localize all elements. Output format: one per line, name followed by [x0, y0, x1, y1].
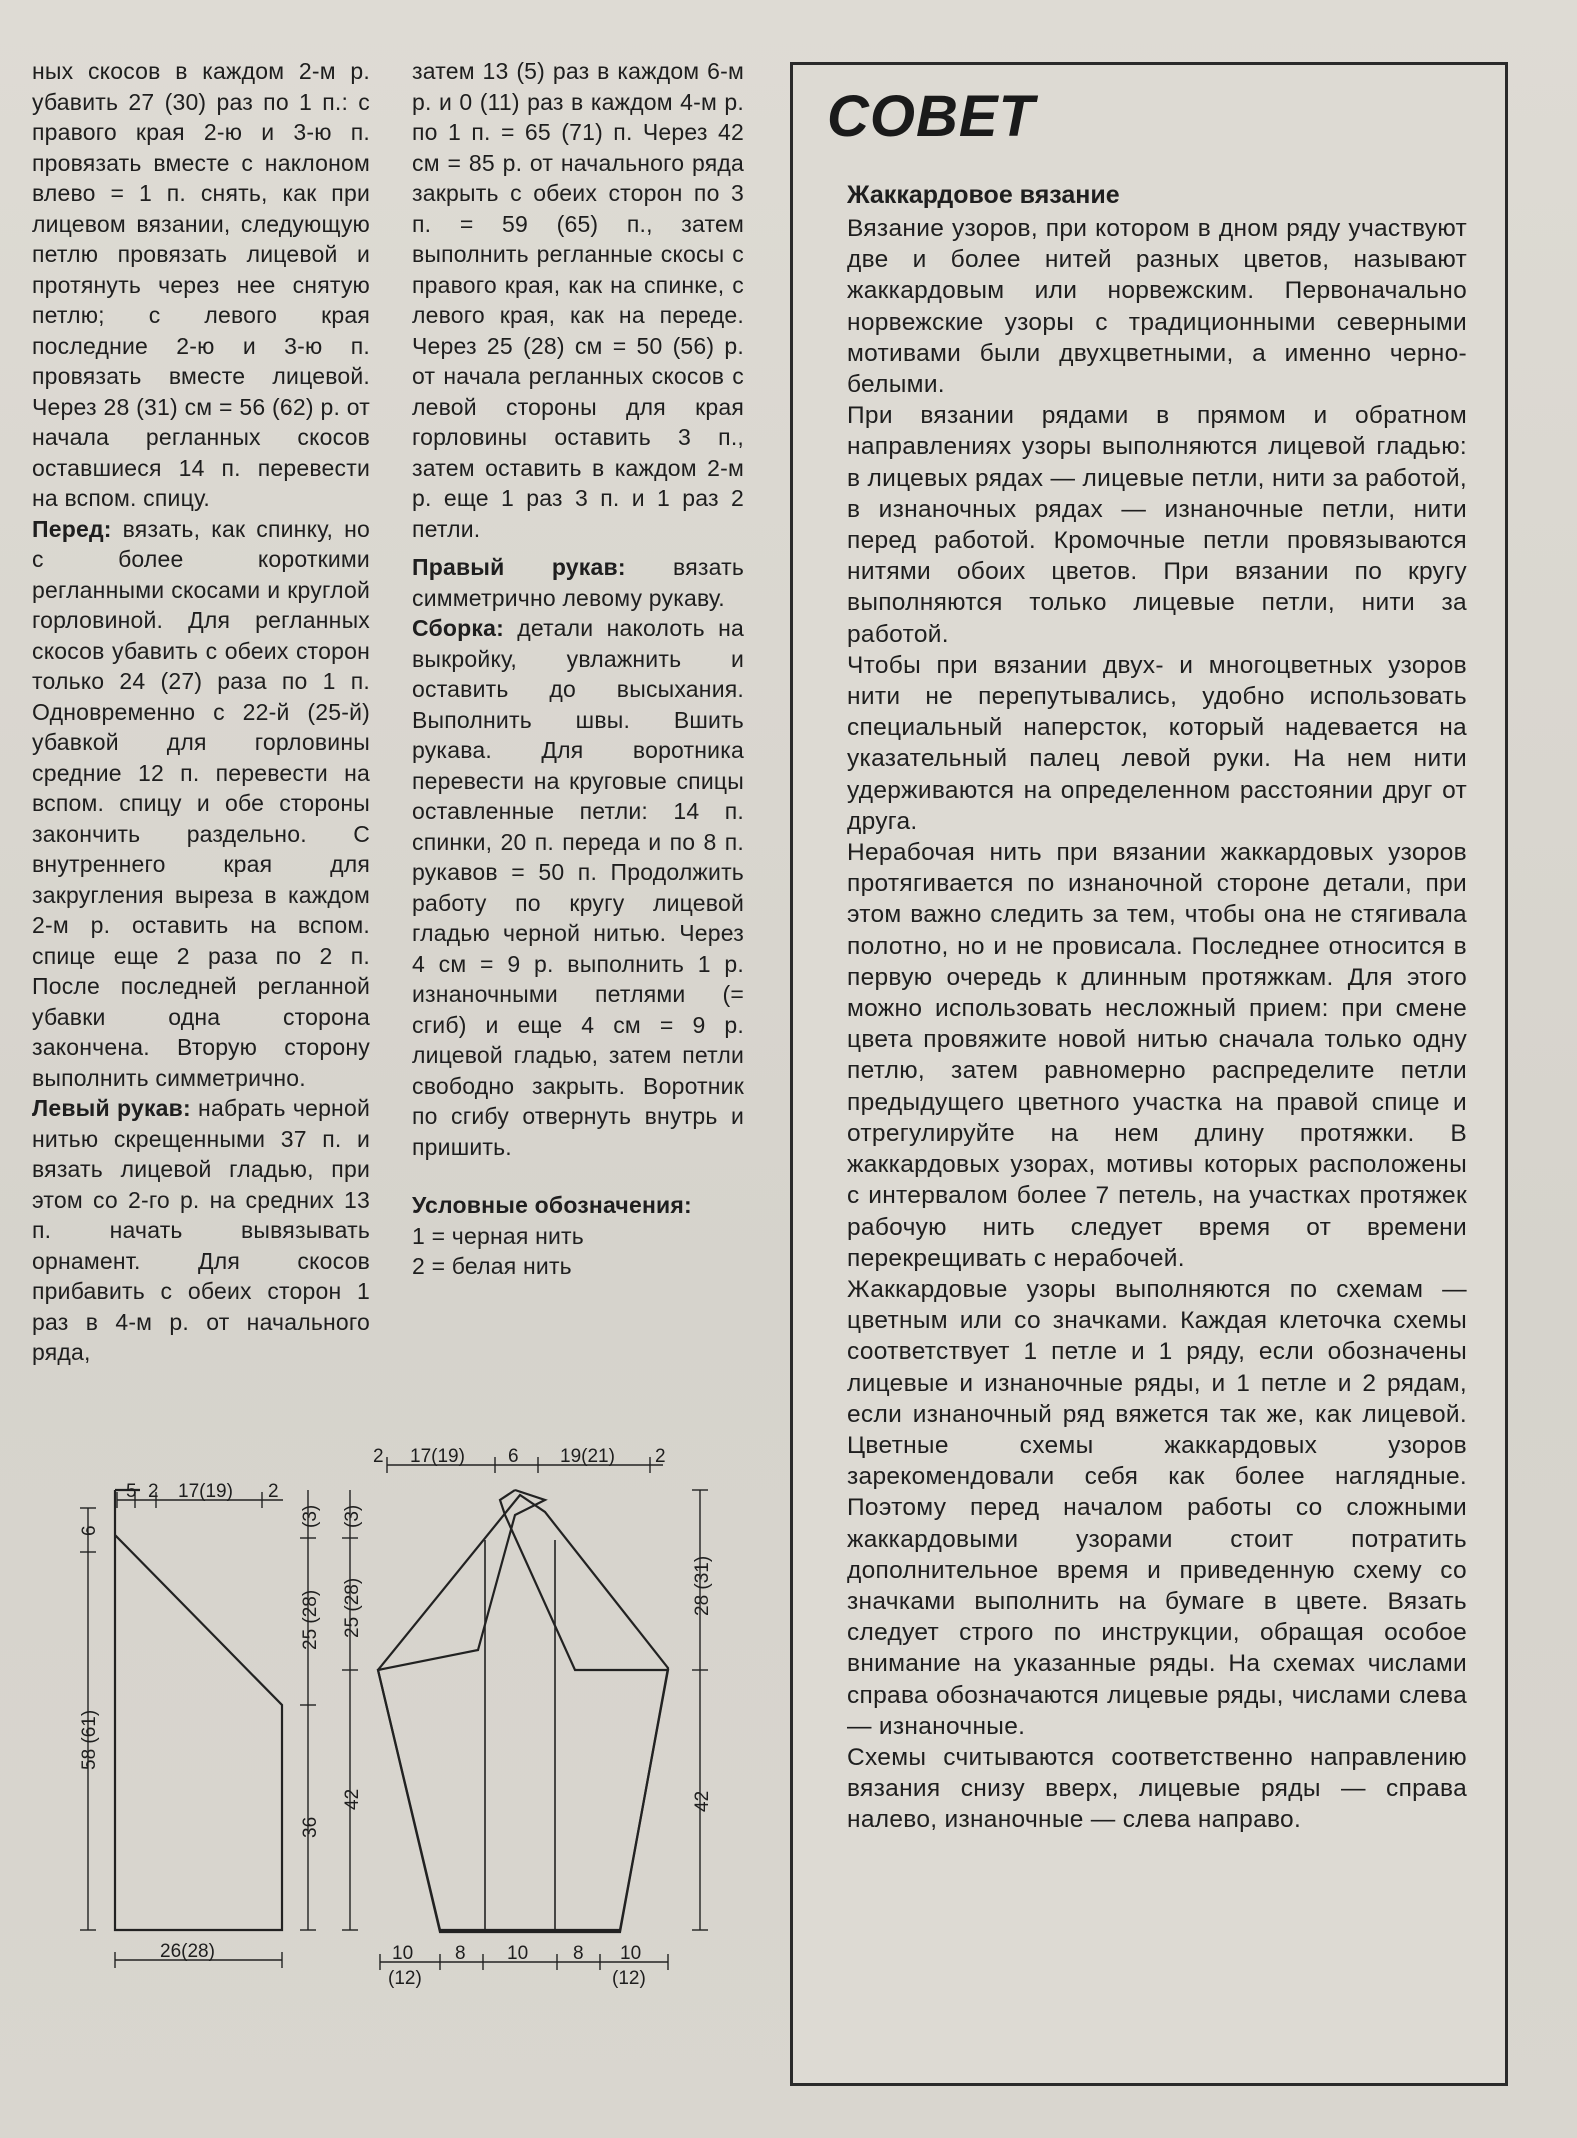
dim-sleeve-top-19: 19(21)	[560, 1446, 615, 1467]
legend-title: Условные обозначения:	[412, 1192, 692, 1218]
dim-body-right-3: (3)	[300, 1504, 321, 1528]
pattern-diagrams	[0, 1440, 780, 2000]
dim-sleeve-bottom-8b: 8	[573, 1943, 584, 1964]
advice-subtitle: Жаккардовое вязание	[847, 181, 1120, 209]
front-label: Перед:	[32, 515, 112, 542]
front-text: вязать, как спинку, но с более короткими регланными скосами и круглой горловиной. Для регланных скосов убавить с обеих сторон только 24 (27) раза по 1 п. Одновременно с 22-й (25-й) убавкой для горловины средние 12 п. перевести на вспом. спицу и обе стороны закончить раздельно. С внутреннего края для закругления выреза в каждом 2-м р. оставить на вспом. спице еще 2 раза по 2 п. После последней регланной убавки одна сторона закончена. Вторую сторону выполнить симметрично.	[32, 515, 370, 1091]
right-sleeve-paragraph	[412, 552, 744, 613]
dim-sleeve-bottom-12a: (12)	[388, 1968, 422, 1989]
dim-body-top-5: 5	[126, 1481, 137, 1502]
dim-sleeve-bottom-12b: (12)	[612, 1968, 646, 1989]
assembly-paragraph	[412, 613, 744, 1162]
dim-body-top-2b: 2	[268, 1481, 279, 1502]
dim-sleeve-right-42: 42	[692, 1790, 713, 1812]
legend-item-white: 2 = белая нить	[412, 1253, 572, 1279]
instructions-column-2	[412, 56, 744, 1282]
dim-sleeve-left-3: (3)	[342, 1504, 363, 1528]
dim-sleeve-left-42: 42	[342, 1788, 363, 1810]
dim-sleeve-bottom-8a: 8	[455, 1943, 466, 1964]
dim-sleeve-bottom-10c: 10	[620, 1943, 642, 1964]
dim-sleeve-bottom-10a: 10	[392, 1943, 414, 1964]
dim-sleeve-left-25: 25 (28)	[342, 1577, 363, 1638]
advice-box	[790, 62, 1508, 2086]
assembly-label: Сборка:	[412, 615, 504, 641]
dim-sleeve-bottom-10b: 10	[507, 1943, 529, 1964]
dim-body-bottom-26: 26(28)	[160, 1941, 215, 1962]
right-sleeve-text: вязать симметрично левому рукаву.	[412, 554, 744, 611]
instructions-column-1	[32, 56, 370, 1368]
advice-title: СОВЕТ	[827, 84, 1035, 149]
advice-paragraph: Чтобы при вязании двух- и многоцветных узоров нити не перепутывались, удобно использовать специальный наперсток, который надевается на указательный палец левой руки. На нем нити удерживаются на определенном расстоянии друг от друга.	[847, 651, 1467, 835]
dim-sleeve-top-2a: 2	[373, 1446, 384, 1467]
dim-sleeve-right-28: 28 (31)	[692, 1555, 713, 1616]
right-sleeve-label: Правый рукав:	[412, 554, 626, 580]
sleeve-pattern-outline	[378, 1490, 668, 1930]
advice-paragraph: Схемы считываются соответственно направлению вязания снизу вверх, лицевые ряды — справа налево, изнаночные — слева направо.	[847, 1743, 1467, 1834]
dim-body-right-36: 36	[300, 1816, 321, 1838]
sleeve-continued-text: затем 13 (5) раз в каждом 6-м р. и 0 (11) раз в каждом 4-м р. по 1 п. = 65 (71) п. Через 42 см = 85 р. от начального ряда закрыть с обеих сторон по 3 п. = 59 (65) п., затем выполнить регланные скосы с правого края, как на спинке, с левого края, как на переде. Через 25 (28) см = 50 (56) р. от начала регланных скосов с левой стороны для края горловины оставить 3 п., затем оставить в каждом 2-м р. еще 1 раз 3 п. и 1 раз 2 петли.	[412, 58, 744, 542]
left-sleeve-label: Левый рукав:	[32, 1095, 191, 1121]
dim-body-left-6: 6	[79, 1525, 100, 1536]
dim-body-top-17: 17(19)	[178, 1481, 233, 1502]
dim-sleeve-top-6: 6	[508, 1446, 519, 1467]
left-sleeve-paragraph	[32, 1093, 370, 1368]
dim-sleeve-top-2b: 2	[655, 1446, 666, 1467]
dim-body-right-25: 25 (28)	[300, 1589, 321, 1650]
body-pattern-outline	[115, 1490, 282, 1930]
advice-paragraph: Вязание узоров, при котором в дном ряду участвуют две и более нитей разных цветов, называют жаккардовым или норвежским. Первоначально норвежские узоры с традиционными северными мотивами были двухцветными, а именно черно-белыми.	[847, 215, 1467, 399]
advice-text	[847, 213, 1467, 1836]
advice-paragraph: Нерабочая нить при вязании жаккардовых узоров протягивается по изнаночной стороне детали, при этом важно следить за тем, чтобы она не стягивала полотно, но и не провисала. Последнее относится в первую очередь к длинным протяжкам. Для этого можно использовать несложный прием: при смене цвета провяжите новой нитью сначала только одну петлю, затем равномерно распределите петли предыдущего цветного участка на правой спице и отрегулируйте на нем длину протяжки. В жаккардовых узорах, мотивы которых расположены с интервалом более 7 петель, на участках протяжек рабочую нить следует время от времени перекрещивать с нерабочей.	[847, 839, 1467, 1272]
assembly-text: детали наколоть на выкройку, увлажнить и оставить до высыхания. Выполнить швы. Вшить рукава. Для воротника перевести на круговые спицы оставленные петли: 14 п. спинки, 20 п. переда и по 8 п. рукавов = 50 п. Продолжить работу по кругу лицевой гладью черной нитью. Через 4 см = 9 р. выполнить 1 р. изнаночными петлями (= сгиб) и еще 4 см = 9 р. лицевой гладью, затем петли свободно закрыть. Воротник по сгибу отвернуть внутрь и пришить.	[412, 615, 744, 1160]
dim-body-top-2a: 2	[148, 1481, 159, 1502]
back-text: ных скосов в каждом 2-м р. убавить 27 (30) раз по 1 п.: с правого края 2-ю и 3-ю п. провязать вместе с наклоном влево = 1 п. снять, как при лицевом вязании, следующую петлю провязать лицевой и протянуть через нее снятую петлю; с левого края последние 2-ю и 3-ю п. провязать вместе лицевой. Через 28 (31) см = 56 (62) р. от начала регланных скосов оставшиеся 14 п. перевести на вспом. спицу.	[32, 58, 370, 511]
advice-paragraph: При вязании рядами в прямом и обратном направлениях узоры выполняются лицевой гладью: в лицевых рядах — лицевые петли, нити за работой, в изнаночных рядах — изнаночные петли, нити перед работой. Кромочные петли провязываются нитями обоих цветов. При вязании по кругу выполняются только лицевые петли, нити за работой.	[847, 402, 1467, 648]
left-sleeve-text: набрать черной нитью скрещенными 37 п. и вязать лицевой гладью, при этом со 2-го р. на средних 13 п. начать вывязывать орнамент. Для скосов прибавить с обеих сторон 1 раз в 4-м р. от начального ряда,	[32, 1095, 371, 1365]
sleeve-outline	[378, 1495, 668, 1932]
front-paragraph	[32, 514, 370, 1094]
advice-paragraph: Жаккардовые узоры выполняются по схемам — цветным или со значками. Каждая клеточка схемы соответствует 1 петле и 1 ряду, если обозначены лицевые и изнаночные ряды, и 1 петле и 2 рядам, если изнаночный ряд вяжется так же, как лицевой. Цветные схемы жаккардовых узоров зарекомендовали себя как более наглядные. Поэтому перед началом работы со сложными жаккардовыми узорами стоит потратить дополнительное время и приведенную схему со значками выполнить на бумаге в цвете. Вязать следует строго по инструкции, обращая особое внимание на указанные ряды. На схемах числами справа обозначаются лицевые ряды, числами слева — изнаночные.	[847, 1275, 1467, 1740]
dim-body-left-58: 58 (61)	[79, 1709, 100, 1770]
legend-item-black: 1 = черная нить	[412, 1222, 584, 1249]
dim-sleeve-top-17: 17(19)	[410, 1446, 465, 1467]
